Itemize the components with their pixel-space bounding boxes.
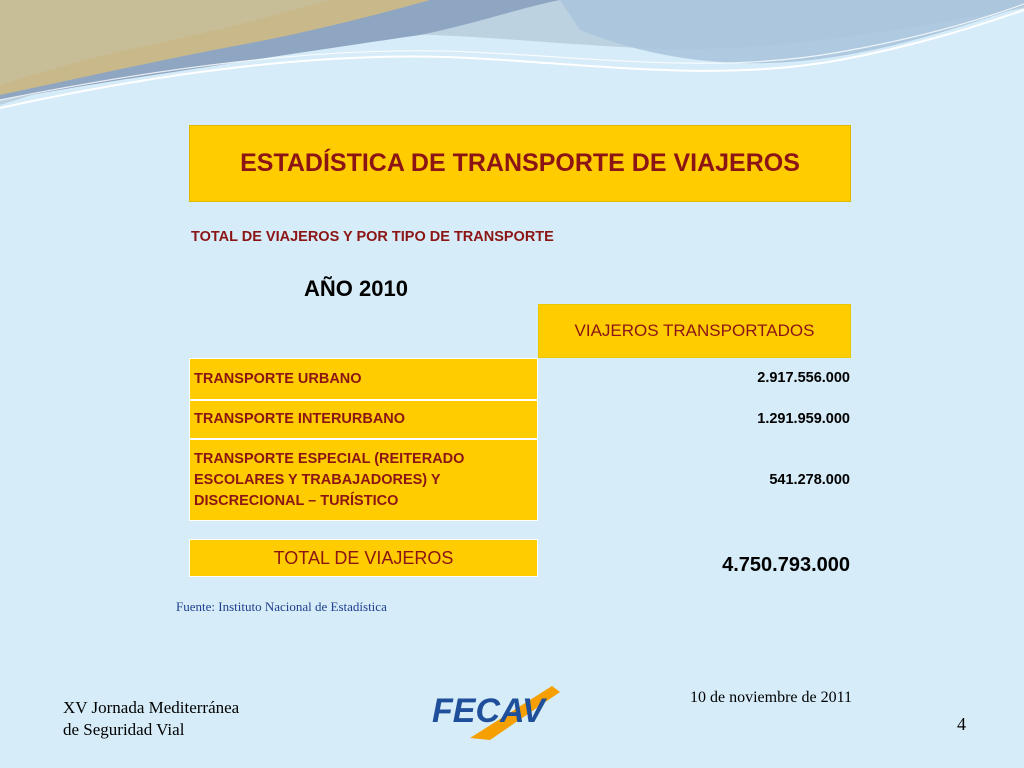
row-value-interurbano: 1.291.959.000 [757,411,850,427]
row-value-urbano: 2.917.556.000 [757,370,850,386]
header-wave-decoration [0,0,1024,130]
row-label-interurbano: TRANSPORTE INTERURBANO [189,400,538,439]
fecav-logo-text: FECAV [432,692,545,730]
event-name [63,697,239,741]
event-line-1: XV Jornada Mediterránea [63,698,240,717]
slide-subtitle: TOTAL DE VIAJEROS Y POR TIPO DE TRANSPORTE [191,229,554,245]
page-number: 4 [957,714,966,734]
footer-date: 10 de noviembre de 2011 [690,689,853,706]
row-label-urbano: TRANSPORTE URBANO [189,358,538,400]
column-header: VIAJEROS TRANSPORTADOS [538,304,851,358]
fecav-logo [428,680,578,742]
total-value: 4.750.793.000 [722,554,850,576]
event-line-2: de Seguridad Vial [63,720,185,739]
slide-title: ESTADÍSTICA DE TRANSPORTE DE VIAJEROS [240,149,800,177]
row-value-especial: 541.278.000 [769,472,850,488]
total-label: TOTAL DE VIAJEROS [189,539,538,577]
slide-title-box [189,125,851,202]
row-label-especial: TRANSPORTE ESPECIAL (REITERADO ESCOLARES Y TRABAJADORES) Y DISCRECIONAL – TURÍSTICO [189,439,538,521]
source-note: Fuente: Instituto Nacional de Estadística [176,599,387,614]
year-label: AÑO 2010 [304,276,408,301]
